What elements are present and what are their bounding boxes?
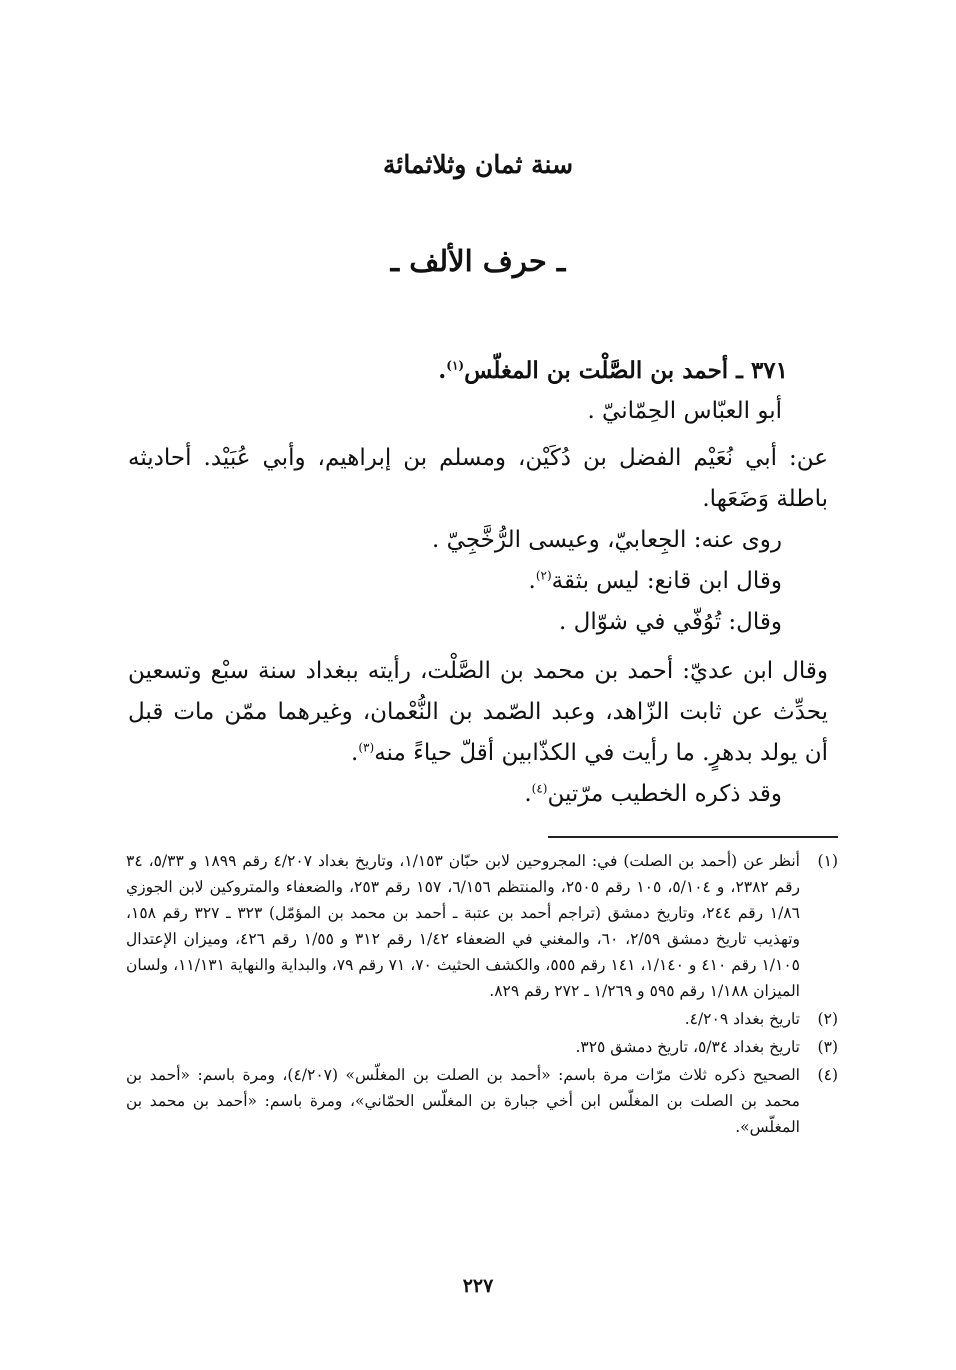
footnote-divider: [548, 836, 838, 838]
entry-death: وقال: تُوُفّي في شوّال .: [559, 609, 782, 635]
footnote-item: [126, 1006, 838, 1032]
footnote-ref-1[interactable]: (١): [446, 358, 465, 373]
entry-narrators: روى عنه: الجِعابيّ، وعيسى الرُّخَّجِيّ .: [432, 527, 782, 553]
entry-heading-end: .: [438, 357, 447, 384]
footnote-ref-3[interactable]: (٣): [358, 740, 375, 755]
section-title: ـ حرف الألف ـ: [390, 244, 566, 278]
biography-entry: [128, 350, 828, 815]
footnote-number: (٤): [817, 1066, 838, 1084]
footnote-text: تاريخ بغداد ٥/٣٤، تاريخ دمشق ٣٢٥.: [575, 1038, 800, 1056]
entry-heading-text: ٣٧١ ـ أحمد بن الصَّلْت بن المغلّس: [464, 357, 788, 384]
entry-khatib-text: وقد ذكره الخطيب مرّتين: [547, 781, 782, 807]
footnote-text: تاريخ بغداد ٤/٢٠٩.: [684, 1010, 800, 1028]
footnote-item: [126, 848, 838, 1004]
footnote-number: (١): [817, 852, 838, 870]
footnote-number: (٢): [817, 1010, 838, 1028]
entry-heading: [128, 350, 788, 391]
entry-ibn-qani-end: .: [528, 568, 536, 594]
entry-ibn-adi-end: .: [351, 740, 359, 766]
footnote-item: [126, 1034, 838, 1060]
entry-khatib: [128, 774, 788, 815]
page-number: ٢٢٧: [462, 1275, 494, 1297]
entry-kunya: أبو العبّاس الحِمّانيّ .: [587, 398, 782, 424]
year-title: سنة ثمان وثلاثمائة: [382, 150, 574, 179]
footnote-ref-2[interactable]: (٢): [535, 568, 552, 583]
footnote-text: الصحيح ذكره ثلاث مرّات مرة باسم: «أحمد بن الصلت بن المغلّس» (٤/٢٠٧)، ومرة باسم: «أحمد بن محمد بن الصلت بن المغلّس ابن أخي جبارة بن المغلّس الحمّاني»، ومرة باسم: «أحمد بن محمد بن المغلّس».: [126, 1066, 800, 1136]
footnote-number: (٣): [817, 1038, 838, 1056]
entry-teachers: عن: أبي نُعَيْم الفضل بن دُكَيْن، ومسلم بن إبراهيم، وأبي عُبَيْد. أحاديثه باطلة وَضَعَها.: [128, 445, 828, 512]
entry-ibn-adi-text: وقال ابن عديّ: أحمد بن محمد بن الصَّلْت، رأيته ببغداد سنة سبْع وتسعين يحدِّث عن ثابت الزّاهد، وعبد الصّمد بن النُّعْمان، وغيرهما ممّن مات قبل أن يولد بدهرٍ. ما رأيت في الكذّابين أقلّ حياءً منه: [128, 658, 828, 766]
entry-ibn-adi: [128, 643, 828, 774]
footnote-text: أنظر عن (أحمد بن الصلت) في: المجروحين لابن حبّان ١/١٥٣، وتاريخ بغداد ٤/٢٠٧ رقم ١٨٩٩ و ٥/٣٣، ٣٤ رقم ٢٣٨٢، و ٥/١٠٤، ١٠٥ رقم ٢٥٠٥، والمنتظم ٦/١٥٦، ١٥٧ رقم ٢٥٣، والضعفاء والمتروكين لابن الجوزي ١/٨٦ رقم ٢٤٤، وتاريخ دمشق (تراجم أحمد بن عتبة ـ أحمد بن محمد بن المؤمّل) ٣٢٣ ـ ٣٢٧ رقم ١٥٨، وتهذيب تاريخ دمشق ٢/٥٩، ٦٠، والمغني في الضعفاء ١/٤٢ رقم ٣١٢ و ١/٥٥ رقم ٤٢٦، وميزان الإعتدال ١/١٠٥ رقم ٤١٠ و ١/١٤٠، ١٤١ رقم ٥٥٥، والكشف الحثيث ٧٠، ٧١ رقم ٧٩، والبداية والنهاية ١١/١٣١، ولسان الميزان ١/١٨٨ رقم ٥٩٥ و ١/٢٦٩ ـ ٢٧٢ رقم ٨٢٩.: [126, 852, 801, 1000]
footnote-item: [126, 1062, 838, 1140]
entry-ibn-qani: [128, 561, 788, 602]
entry-ibn-qani-text: وقال ابن قانع: ليس بثقة: [551, 568, 782, 594]
footnote-ref-4[interactable]: (٤): [531, 781, 548, 796]
entry-khatib-end: .: [524, 781, 532, 807]
footnotes: [126, 848, 838, 1142]
